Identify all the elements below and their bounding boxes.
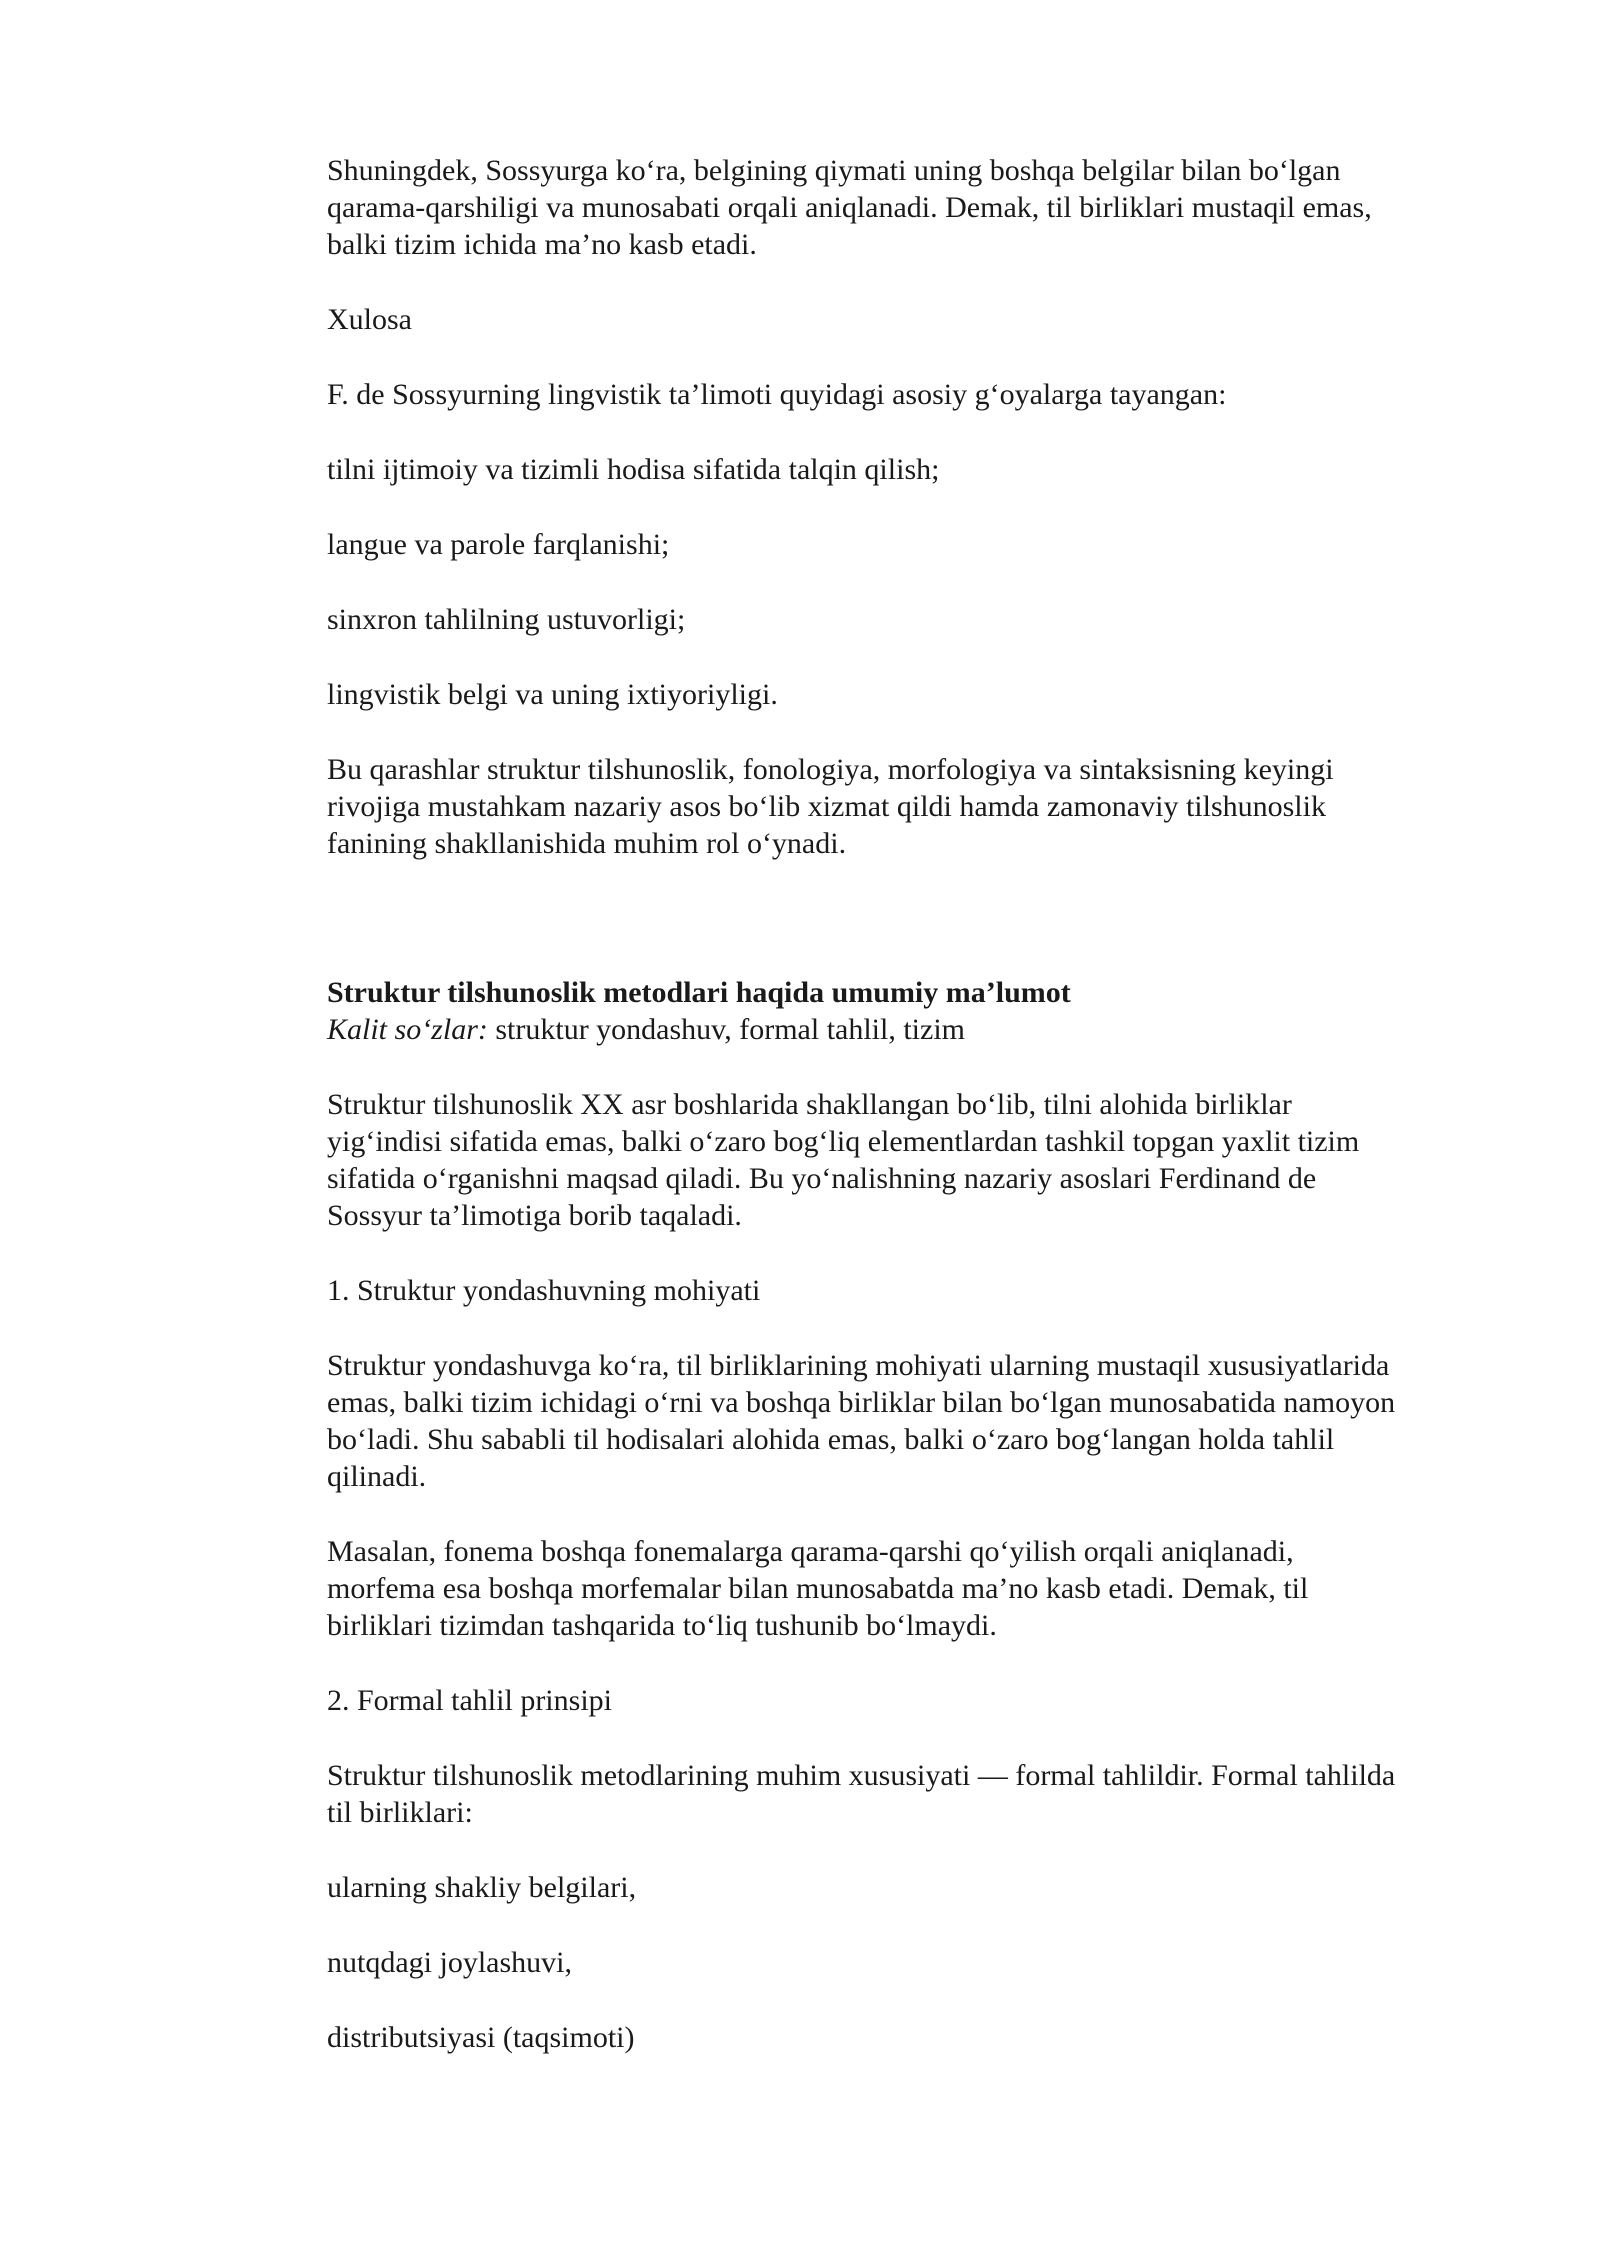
text-line: qilinadi. xyxy=(327,1460,427,1493)
list-item: distributsiyasi (taqsimoti) xyxy=(327,2021,635,2054)
text-line: Bu qarashlar struktur tilshunoslik, fonologiya, morfologiya va sintaksisning keyingi xyxy=(327,753,1334,786)
text-line: balki tizim ichida ma’no kasb etadi. xyxy=(327,228,757,261)
paragraph-sossyur-value xyxy=(327,152,1502,263)
paragraph-example xyxy=(327,1533,1502,1644)
keywords-label: Kalit so‘zlar: xyxy=(327,1013,488,1046)
text-line: morfema esa boshqa morfemalar bilan munosabatda ma’no kasb etadi. Demak, til xyxy=(327,1572,1309,1605)
text-line: Sossyur ta’limotiga borib taqaladi. xyxy=(327,1199,742,1232)
list-item: ularning shakliy belgilari, xyxy=(327,1871,637,1904)
text-line: Shuningdek, Sossyurga ko‘ra, belgining qiymati uning boshqa belgilar bilan bo‘lgan xyxy=(327,154,1341,187)
text-line: yig‘indisi sifatida emas, balki o‘zaro bog‘liq elementlardan tashkil topgan yaxlit tizim xyxy=(327,1125,1360,1158)
subsection-title-1: 1. Struktur yondashuvning mohiyati xyxy=(327,1274,761,1307)
text-line: fanining shakllanishida muhim rol o‘ynadi. xyxy=(327,827,847,860)
text-line: til birliklari: xyxy=(327,1796,473,1829)
keywords-line xyxy=(327,1011,1502,1048)
keywords-text: struktur yondashuv, formal tahlil, tizim xyxy=(487,1013,966,1046)
article-title: Struktur tilshunoslik metodlari haqida umumiy ma’lumot xyxy=(327,976,1071,1009)
text-line: Struktur tilshunoslik XX asr boshlarida shakllangan bo‘lib, tilni alohida birliklar xyxy=(327,1088,1292,1121)
list-item: tilni ijtimoiy va tizimli hodisa sifatida talqin qilish; xyxy=(327,453,940,486)
text-line: emas, balki tizim ichidagi o‘rni va boshqa birliklar bilan bo‘lgan munosabatida namoyon xyxy=(327,1386,1396,1419)
subsection-title-2: 2. Formal tahlil prinsipi xyxy=(327,1684,612,1717)
section-title-xulosa: Xulosa xyxy=(327,303,412,336)
list-item: sinxron tahlilning ustuvorligi; xyxy=(327,603,686,636)
document-page xyxy=(327,152,1502,2094)
list-item: langue va parole farqlanishi; xyxy=(327,528,670,561)
paragraph-structural-approach xyxy=(327,1347,1502,1495)
text-line: Masalan, fonema boshqa fonemalarga qarama-qarshi qo‘yilish orqali aniqlanadi, xyxy=(327,1535,1294,1568)
paragraph-formal-analysis xyxy=(327,1757,1502,1831)
list-item: nutqdagi joylashuvi, xyxy=(327,1946,572,1979)
paragraph-article-intro xyxy=(327,1086,1502,1234)
text-line: Struktur tilshunoslik metodlarining muhim xususiyati — formal tahlildir. Formal tahlilda xyxy=(327,1759,1396,1792)
list-item: lingvistik belgi va uning ixtiyoriyligi. xyxy=(327,678,778,711)
text-line: Struktur yondashuvga ko‘ra, til birliklarining mohiyati ularning mustaqil xususiyatlarida xyxy=(327,1349,1390,1382)
paragraph-xulosa-intro: F. de Sossyurning lingvistik ta’limoti quyidagi asosiy g‘oyalarga tayangan: xyxy=(327,378,1227,411)
text-line: rivojiga mustahkam nazariy asos bo‘lib xizmat qildi hamda zamonaviy tilshunoslik xyxy=(327,790,1326,823)
text-line: bo‘ladi. Shu sababli til hodisalari alohida emas, balki o‘zaro bog‘langan holda tahlil xyxy=(327,1423,1335,1456)
text-line: birliklari tizimdan tashqarida to‘liq tushunib bo‘lmaydi. xyxy=(327,1609,997,1642)
paragraph-xulosa-final xyxy=(327,751,1502,862)
text-line: qarama-qarshiligi va munosabati orqali aniqlanadi. Demak, til birliklari mustaqil emas, xyxy=(327,191,1372,224)
text-line: sifatida o‘rganishni maqsad qiladi. Bu yo‘nalishning nazariy asoslari Ferdinand de xyxy=(327,1162,1317,1195)
